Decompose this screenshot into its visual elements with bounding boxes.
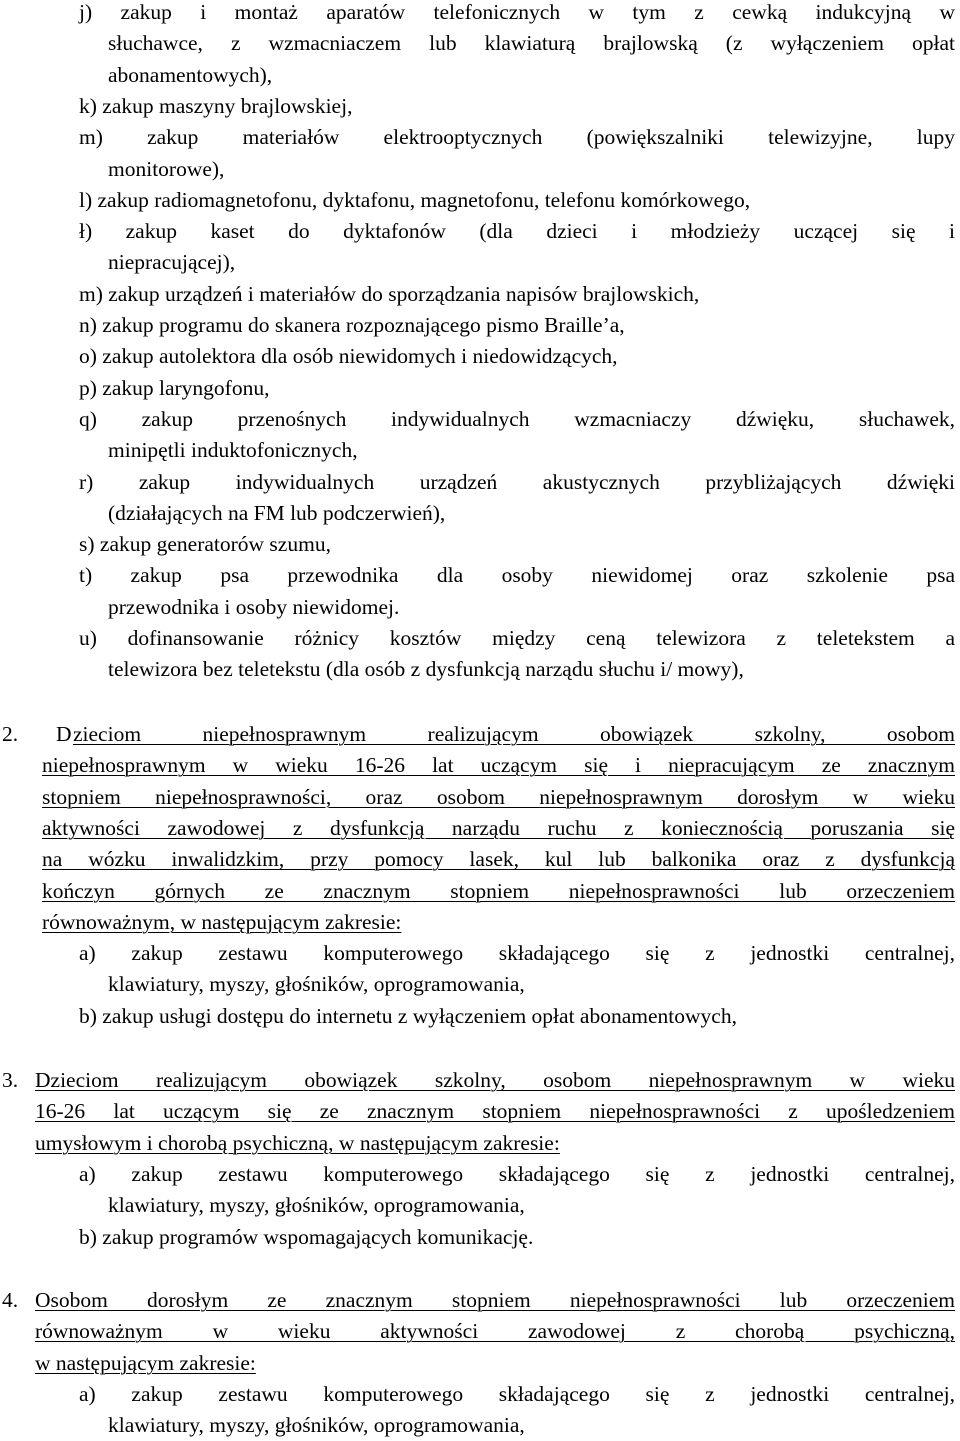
section-text: na wózku inwalidzkim, przy pomocy lasek, kul lub balkonika oraz z dysfunkcją — [42, 847, 955, 872]
list-item-text: l) zakup radiomagnetofonu, dyktafonu, magnetofonu, telefonu komórkowego, — [79, 187, 751, 212]
top-list-item — [0, 529, 960, 560]
top-list-item — [0, 154, 960, 185]
top-list-item — [0, 60, 960, 91]
list-item-text: r) zakup indywidualnych urządzeń akustycznych przybliżających dźwięki — [79, 469, 955, 494]
list-item-continuation: niepracującej), — [108, 250, 236, 275]
top-list-item — [0, 247, 960, 278]
list-item-text: m) zakup urządzeń i materiałów do sporządzania napisów brajlowskich, — [79, 281, 700, 306]
list-item-continuation: minipętli induktofonicznych, — [108, 438, 358, 463]
section-2-line — [0, 813, 960, 844]
top-list-item — [0, 404, 960, 435]
section-text: kończyn górnych ze znacznym stopniem niepełnosprawności lub orzeczeniem — [42, 878, 955, 903]
section-2-line — [0, 750, 960, 781]
section-text: zieciom niepełnosprawnym realizującym obowiązek szkolny, osobom — [73, 722, 955, 746]
section-4-list-item — [0, 1379, 960, 1410]
section-text: Dzieciom realizującym obowiązek szkolny, osobom niepełnosprawnym w wieku — [35, 1068, 955, 1092]
section-2-line — [0, 907, 960, 938]
top-list-item — [0, 592, 960, 623]
list-item-continuation: klawiatury, myszy, głośników, oprogramowania, — [108, 1413, 525, 1438]
section-text: aktywności zawodowej z dysfunkcją narządu ruchu z koniecznością poruszania się — [42, 815, 955, 840]
top-list-item — [0, 279, 960, 310]
section-text: w następującym zakresie: — [35, 1350, 256, 1375]
list-item-continuation: abonamentowych), — [108, 62, 273, 87]
list-item-text: u) dofinansowanie różnicy kosztów między ceną telewizora z teletekstem a — [79, 626, 955, 650]
section-4-line — [0, 1316, 960, 1347]
top-list-item — [0, 91, 960, 122]
list-item-text: q) zakup przenośnych indywidualnych wzmacniaczy dźwięku, słuchawek, — [79, 406, 955, 431]
section-2-line — [0, 782, 960, 813]
section-number: 2. — [2, 722, 19, 746]
list-item-continuation: monitorowe), — [108, 156, 225, 181]
section-4-list-item — [0, 1410, 960, 1441]
section-text: równoważnym, w następującym zakresie: — [42, 909, 402, 934]
section-3-line — [0, 1065, 960, 1096]
list-item-continuation: klawiatury, myszy, głośników, oprogramowania, — [108, 972, 525, 997]
section-text: Osobom dorosłym ze znacznym stopniem niepełnosprawności lub orzeczeniem — [35, 1288, 955, 1312]
section-first-letter: D — [56, 722, 72, 746]
list-item-continuation: słuchawce, z wzmacniaczem lub klawiaturą brajlowską (z wyłączeniem opłat — [108, 31, 955, 56]
list-item-text: b) zakup usługi dostępu do internetu z wyłączeniem opłat abonamentowych, — [79, 1003, 737, 1028]
section-text: stopniem niepełnosprawności, oraz osobom niepełnosprawnym dorosłym w wieku — [42, 784, 955, 809]
list-item-text: b) zakup programów wspomagających komunikację. — [79, 1224, 534, 1249]
section-number: 3. — [2, 1068, 19, 1092]
list-item-text: a) zakup zestawu komputerowego składającego się z jednostki centralnej, — [79, 1161, 955, 1186]
section-3-list-item — [0, 1222, 960, 1253]
list-item-text: p) zakup laryngofonu, — [79, 375, 270, 400]
section-2-list-item — [0, 1001, 960, 1032]
top-list-item — [0, 654, 960, 685]
section-2-line — [0, 719, 960, 750]
top-list-item — [0, 623, 960, 654]
section-text: 16-26 lat uczącym się ze znacznym stopniem niepełnosprawności z upośledzeniem — [35, 1099, 955, 1124]
top-list-item — [0, 310, 960, 341]
section-3-line — [0, 1096, 960, 1127]
top-list-item — [0, 216, 960, 247]
list-item-continuation: telewizora bez teletekstu (dla osób z dysfunkcją narządu słuchu i/ mowy), — [108, 657, 744, 682]
list-item-text: o) zakup autolektora dla osób niewidomych i niedowidzących, — [79, 344, 618, 369]
section-3-line — [0, 1128, 960, 1159]
list-item-continuation: przewodnika i osoby niewidomej. — [108, 594, 400, 619]
section-4-line — [0, 1348, 960, 1379]
list-item-continuation: klawiatury, myszy, głośników, oprogramowania, — [108, 1193, 525, 1218]
list-item-text: a) zakup zestawu komputerowego składającego się z jednostki centralnej, — [79, 1381, 955, 1406]
list-item-text: ł) zakup kaset do dyktafonów (dla dzieci i młodzieży uczącej się i — [79, 219, 955, 244]
list-item-text: n) zakup programu do skanera rozpoznającego pismo Braille’a, — [79, 313, 625, 337]
list-item-text: m) zakup materiałów elektrooptycznych (powiększalniki telewizyjne, lupy — [79, 125, 955, 150]
top-list-item — [0, 467, 960, 498]
section-text: równoważnym w wieku aktywności zawodowej z chorobą psychiczną, — [35, 1319, 955, 1344]
top-list-item — [0, 373, 960, 404]
list-item-text: a) zakup zestawu komputerowego składającego się z jednostki centralnej, — [79, 941, 955, 966]
top-list-item — [0, 122, 960, 153]
list-item-continuation: (działających na FM lub podczerwień), — [108, 500, 446, 525]
top-list-item — [0, 28, 960, 59]
section-3-list-item — [0, 1159, 960, 1190]
section-2-line — [0, 876, 960, 907]
section-2-line — [0, 844, 960, 875]
section-4-line — [0, 1285, 960, 1316]
top-list-item — [0, 560, 960, 591]
section-3-list-item — [0, 1190, 960, 1221]
top-list-item — [0, 498, 960, 529]
section-2-list-item — [0, 969, 960, 1000]
top-list-item — [0, 185, 960, 216]
list-item-text: j) zakup i montaż aparatów telefonicznych w tym z cewką indukcyjną w — [79, 0, 955, 24]
section-number: 4. — [2, 1288, 19, 1312]
list-item-text: t) zakup psa przewodnika dla osoby niewidomej oraz szkolenie psa — [79, 563, 955, 588]
top-list-item — [0, 435, 960, 466]
list-item-text: k) zakup maszyny brajlowskiej, — [79, 93, 353, 118]
top-list-item — [0, 0, 960, 28]
section-2-list-item — [0, 938, 960, 969]
top-list-item — [0, 341, 960, 372]
section-text: niepełnosprawnym w wieku 16-26 lat uczącym się i niepracującym ze znacznym — [42, 753, 955, 778]
list-item-text: s) zakup generatorów szumu, — [79, 532, 331, 557]
section-text: umysłowym i chorobą psychiczną, w następującym zakresie: — [35, 1130, 560, 1155]
